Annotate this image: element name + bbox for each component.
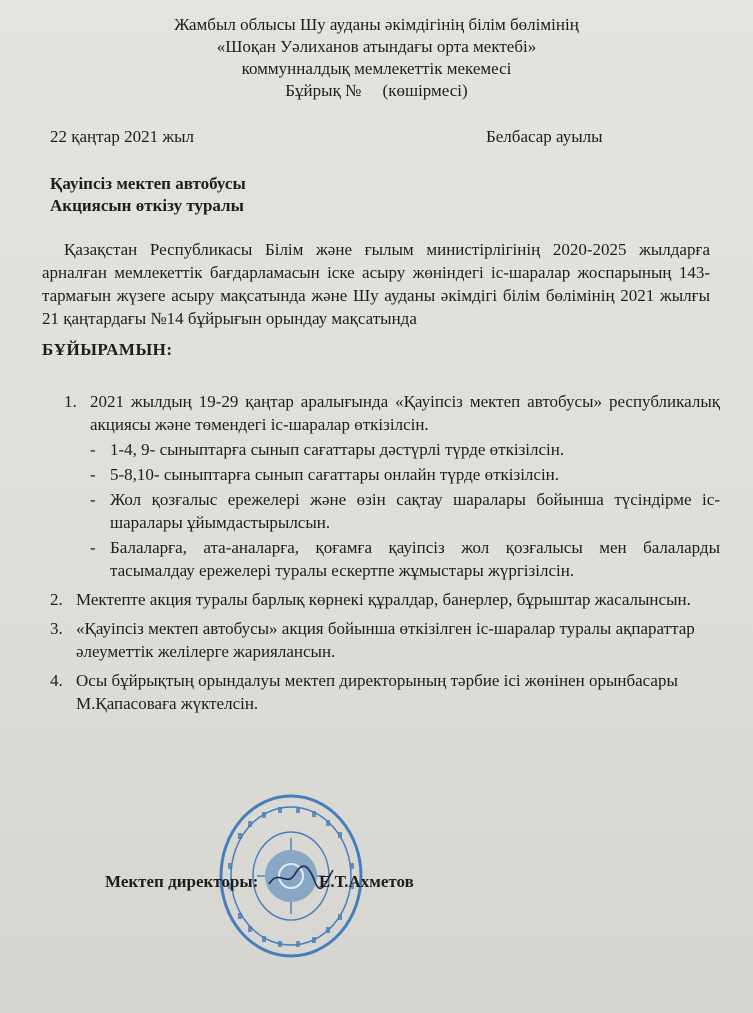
item-text: «Қауіпсіз мектеп автобусы» акция бойынша өткізілген іс-шаралар туралы ақпараттар әлеуметтік желілерге жарияланcын.: [76, 619, 695, 661]
preamble-text: Қазақстан Республикасы Білім және ғылым министірлігінің 2020-2025 жылдарға арналған мемлекеттік бағдарламасын іске асыру жөніндегі іс-шаралар жоспарының 143-тармағын жүзеге асыру мақсатында және Шу ауданы әкімдігі білім бөлімінің 2021 жылғы 21 қаңтардағы №14 бұйрығын орындау мақсатында: [42, 240, 710, 328]
header-line-4: Бұйрық № (көшірмесі): [285, 81, 468, 100]
sub-item: - 5-8,10- сыныптарға сынып сағаттары онлайн түрде өткізілсін.: [90, 465, 560, 484]
document-header: [0, 14, 753, 102]
preamble-paragraph: [42, 238, 710, 330]
document-date: 22 қаңтар 2021 жыл: [50, 127, 194, 146]
signature-role: Мектеп директоры:: [105, 872, 259, 891]
list-item: [50, 617, 720, 663]
subject-line-2: Акциясын өткізу туралы: [50, 196, 244, 215]
header-line-2: «Шоқан Уәлиханов атындағы орта мектебі»: [216, 37, 537, 56]
sub-item: - 1-4, 9- сыныптарға сынып сағаттары дәстүрлі түрде өткізілсін.: [90, 440, 565, 459]
header-line-3: коммунналдық мемлекеттік мекемесі: [241, 59, 512, 78]
item-number: 2.: [50, 590, 63, 609]
sub-item: - Балаларға, ата-аналарға, қоғамға қауіпсіз жол қозғалысы мен балаларды тасымалдау ережелері туралы ескертпе жұмыстары жүргізілсін.: [90, 538, 720, 580]
order-command: БҰЙЫРАМЫН:: [42, 340, 173, 359]
item-text: Мектепте акция туралы барлық көрнекі құралдар, банерлер, бұрыштар жасалынсын.: [76, 590, 691, 609]
subject-line-1: Қауіпсіз мектеп автобусы: [50, 174, 246, 193]
item-number: 1.: [64, 392, 77, 411]
sub-item: - Жол қозғалыс ережелері және өзін сақтау шаралары бойынша түсіндірме іс-шаралары ұйымдастырылсын.: [90, 490, 720, 532]
item-text: 2021 жылдың 19-29 қаңтар аралығында «Қауіпсіз мектеп автобусы» республикалық акциясы және төмендегі іс-шаралар өткізілсін.: [90, 392, 720, 434]
signature-name: Е.Т.Ахметов: [319, 872, 414, 891]
sub-item-text: 1-4, 9- сыныптарға сынып сағаттары дәстүрлі түрде өткізілсін.: [110, 440, 565, 459]
list-item: [50, 390, 720, 582]
document-subject: [50, 173, 246, 217]
list-item: [50, 588, 720, 611]
item-number: 4.: [50, 671, 63, 690]
sub-item-text: 5-8,10- сыныптарға сынып сағаттары онлайн түрде өткізілсін.: [110, 465, 560, 484]
document-place: Белбасар ауылы: [486, 127, 603, 146]
item-number: 3.: [50, 619, 63, 638]
sub-items: [90, 438, 720, 582]
sub-item-text: Балаларға, ата-аналарға, қоғамға қауіпсіз жол қозғалысы мен балаларды тасымалдау ережелері туралы ескертпе жұмыстары жүргізілсін.: [110, 538, 720, 580]
order-items: [50, 390, 720, 721]
sub-item-text: Жол қозғалыс ережелері және өзін сақтау шаралары бойынша түсіндірме іс-шаралары ұйымдастырылсын.: [110, 490, 720, 532]
list-item: [50, 669, 720, 715]
item-text: Осы бұйрықтың орындалуы мектеп директорының тәрбие ісі жөнінен орынбасары М.Қапасоваға жүктелсін.: [76, 671, 678, 713]
header-line-1: Жамбыл облысы Шу ауданы әкімдігінің білім бөлімінің: [174, 15, 579, 34]
